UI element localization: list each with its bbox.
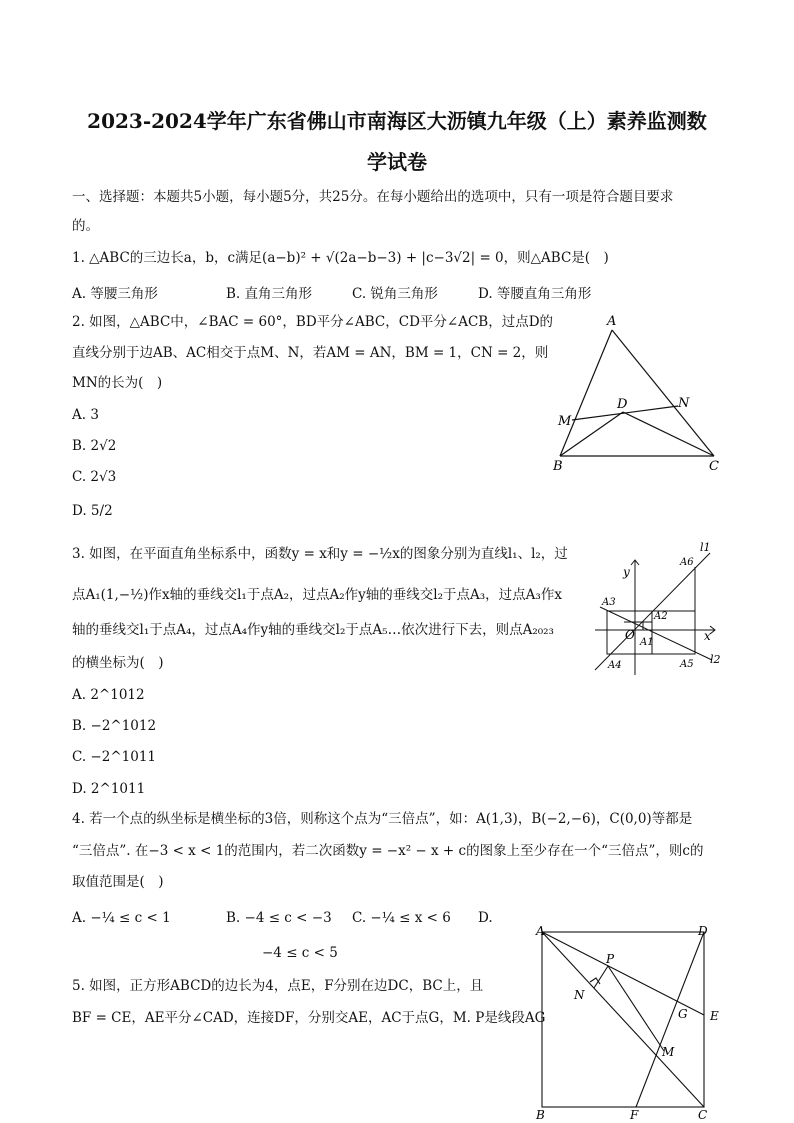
q5-label-c: C: [698, 1108, 708, 1120]
q3-option-c[interactable]: C. −2^1011: [72, 749, 156, 765]
q3-label-a4: A4: [608, 660, 622, 671]
q4-stem-line3: 取值范围是( ): [72, 874, 164, 890]
q2-option-d[interactable]: D. 5/2: [72, 503, 113, 519]
q5-label-e: E: [710, 1009, 719, 1023]
q5-label-d: D: [698, 924, 708, 938]
q2-stem-line3: MN的长为( ): [72, 375, 163, 391]
q2-line-cd: [623, 412, 714, 456]
q3-label-a2: A2: [654, 611, 668, 622]
q5-label-b: B: [536, 1108, 545, 1120]
q3-stem-line4: 的横坐标为( ): [72, 655, 164, 671]
q5-line-pn: [594, 966, 608, 988]
q3-label-a6: A6: [680, 557, 694, 568]
q2-label-c: C: [709, 459, 719, 474]
q2-side-ac: [612, 330, 714, 456]
q5-label-p: P: [606, 952, 615, 966]
q2-label-d: D: [617, 397, 628, 412]
exam-title-line1: 2023-2024学年广东省佛山市南海区大沥镇九年级（上）素养监测数: [87, 109, 707, 133]
q5-label-f: F: [630, 1108, 639, 1120]
q2-label-a: A: [607, 314, 617, 329]
q5-label-g: G: [678, 1007, 688, 1021]
q1-option-a[interactable]: A. 等腰三角形: [72, 286, 158, 302]
q2-label-m: M: [558, 414, 572, 429]
q5-label-n: N: [574, 988, 585, 1002]
q2-option-b[interactable]: B. 2√2: [72, 438, 117, 454]
q3-coordinate-figure: [590, 535, 730, 680]
section1-intro-line2: 的。: [72, 218, 99, 234]
q4-stem-line1: 4. 若一个点的纵坐标是横坐标的3倍，则称这个点为“三倍点”，如：A(1,3)，B(−2,−6)，C(0,0)等都是: [72, 811, 693, 827]
q1-option-b[interactable]: B. 直角三角形: [226, 286, 313, 302]
q3-option-b[interactable]: B. −2^1012: [72, 718, 157, 734]
q5-stem-line2: BF = CE，AE平分∠CAD，连接DF，分别交AE，AC于点G，M. P是线段AG: [72, 1010, 546, 1026]
q3-option-a[interactable]: A. 2^1012: [72, 687, 145, 703]
q5-label-m: M: [662, 1045, 675, 1059]
q5-square-figure: [530, 920, 730, 1120]
q3-label-l1: l1: [700, 541, 711, 554]
q4-option-a[interactable]: A. −¼ ≤ c < 1: [72, 910, 171, 926]
q3-label-x: x: [704, 629, 711, 643]
q2-label-n: N: [678, 396, 690, 411]
q3-option-d[interactable]: D. 2^1011: [72, 781, 146, 797]
q2-stem-line1: 2. 如图，△ABC中，∠BAC = 60°，BD平分∠ABC，CD平分∠ACB，过点D的: [72, 314, 554, 330]
q3-label-a3: A3: [602, 597, 616, 608]
q5-right-angle-mark: [590, 978, 600, 984]
q3-stem-line3: 轴的垂线交l₁于点A₄，过点A₄作y轴的垂线交l₂于点A₅…依次进行下去，则点A₂₀₂₃: [72, 622, 554, 638]
q2-option-c[interactable]: C. 2√3: [72, 469, 117, 485]
q5-label-a: A: [536, 924, 545, 938]
q5-stem-line1: 5. 如图，正方形ABCD的边长为4，点E，F分别在边DC，BC上，且: [72, 978, 484, 994]
section1-intro-line1: 一、选择题：本题共5小题，每小题5分，共25分。在每小题给出的选项中，只有一项是符合题目要求: [72, 189, 674, 205]
q1-option-c[interactable]: C. 锐角三角形: [352, 286, 438, 302]
q3-label-y: y: [623, 565, 630, 579]
q1-stem: 1. △ABC的三边长a，b，c满足(a−b)² + √(2a−b−3) + |c−3√2| = 0，则△ABC是( ): [72, 250, 609, 266]
q3-stem-line2: 点A₁(1,−½)作x轴的垂线交l₁于点A₂，过点A₂作y轴的垂线交l₂于点A₃，过点A₃作x: [72, 587, 562, 603]
q5-line-pm: [608, 966, 664, 1051]
q4-option-d[interactable]: D.: [478, 910, 493, 926]
q4-stem-line2: “三倍点”. 在−3 < x < 1的范围内，若二次函数y = −x² − x + c的图象上至少存在一个“三倍点”，则c的: [72, 843, 704, 859]
q1-option-d[interactable]: D. 等腰直角三角形: [478, 286, 592, 302]
q4-option-c[interactable]: C. −¼ ≤ x < 6: [352, 910, 451, 926]
q2-triangle-figure: [550, 308, 730, 478]
q5-line-df: [636, 932, 704, 1107]
q3-label-a5: A5: [680, 659, 694, 670]
q3-label-o: O: [625, 628, 635, 642]
q3-label-a1: A1: [640, 637, 654, 648]
q2-side-ab: [560, 330, 612, 456]
q3-stem-line1: 3. 如图，在平面直角坐标系中，函数y = x和y = −½x的图象分别为直线l₁、l₂，过: [72, 546, 568, 562]
q4-option-b[interactable]: B. −4 ≤ c < −3: [226, 910, 332, 926]
q3-label-l2: l2: [710, 653, 721, 666]
exam-title-line2: 学试卷: [367, 150, 427, 174]
q2-stem-line2: 直线分别于边AB、AC相交于点M、N，若AM = AN，BM = 1，CN = 2，则: [72, 345, 549, 361]
q2-label-b: B: [553, 459, 563, 474]
q5-line-ae: [542, 932, 704, 1015]
q2-option-a[interactable]: A. 3: [72, 407, 99, 423]
q4-option-d-value: −4 ≤ c < 5: [262, 945, 338, 961]
